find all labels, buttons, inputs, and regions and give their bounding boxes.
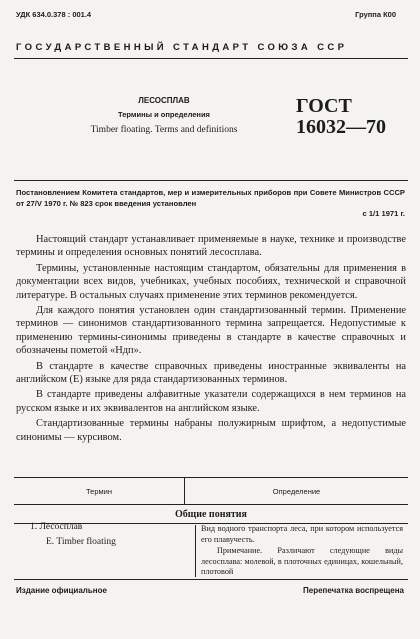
decree-rule bbox=[14, 180, 408, 181]
body-text bbox=[16, 233, 406, 446]
subtitle-ru: Термины и определения bbox=[118, 110, 210, 119]
footer-reprint-notice: Перепечатка воспрещена bbox=[303, 586, 404, 595]
paragraph: Стандартизованные термины набраны полужирным шрифтом, а недопустимые синонимы — курсивом. bbox=[16, 418, 406, 443]
column-header-definition: Определение bbox=[272, 487, 321, 496]
footer-rule bbox=[14, 579, 408, 580]
standard-type-heading: ГОСУДАРСТВЕННЫЙ СТАНДАРТ СОЮЗА ССР bbox=[16, 42, 348, 53]
title-ru: ЛЕСОСПЛАВ bbox=[138, 96, 190, 105]
table-header-rule bbox=[14, 504, 408, 505]
top-rule bbox=[14, 58, 408, 59]
column-header-term: Термин bbox=[86, 487, 112, 496]
decree-text: Постановлением Комитета стандартов, мер и измерительных приборов при Совете Министров СССР от 27/V 1970 г. № 823 срок введения установлен bbox=[16, 188, 405, 208]
paragraph: Настоящий стандарт устанавливает применяемые в науке, технике и производстве термины и определения основных понятий лесосплава. bbox=[16, 234, 406, 259]
section-title: Общие понятия bbox=[175, 509, 247, 520]
note-1: Примечание. Различают следующие виды лесосплава: молевой, в плоточных единицах, кошельный, плотовой bbox=[201, 546, 403, 577]
footer-official-edition: Издание официальное bbox=[16, 586, 107, 595]
definition-1: Вид водного транспорта леса, при котором используется его плавучесть. bbox=[201, 524, 403, 544]
gost-number: 16032—70 bbox=[296, 116, 386, 138]
term-1-en: E. Timber floating bbox=[46, 537, 116, 547]
group-code: Группа К00 bbox=[355, 10, 396, 19]
paragraph: Для каждого понятия установлен один стандартизованный термин. Применение терминов — синонимов стандартизованного термина запрещается. Недопустимые к применению термины-синонимы приведены в стандарте в качестве справочных и обозначены пометой «Ндп». bbox=[16, 305, 406, 357]
term-1: 1. Лесосплав bbox=[30, 522, 83, 532]
decree-date: с 1/1 1971 г. bbox=[362, 209, 405, 218]
paragraph: В стандарте в качестве справочных приведены иностранные эквиваленты на английском (Е) языке для ряда стандартизованных терминов. bbox=[16, 360, 406, 386]
gost-label: ГОСТ bbox=[296, 95, 352, 117]
paragraph: Термины, установленные настоящим стандартом, обязательны для применения в документации всех видов, учебниках, учебных пособиях, технической и справочной литературе. В остальных случаях применение этих терминов рекомендуется. bbox=[16, 262, 406, 301]
title-en: Timber floating. Terms and definitions bbox=[90, 125, 238, 135]
table-divider bbox=[195, 525, 196, 577]
udk-code: УДК 634.0.378 : 001.4 bbox=[16, 10, 92, 19]
paragraph: В стандарте приведены алфавитные указатели содержащихся в нем терминов на русском языке и их эквивалентов на английском языке. bbox=[16, 389, 406, 414]
